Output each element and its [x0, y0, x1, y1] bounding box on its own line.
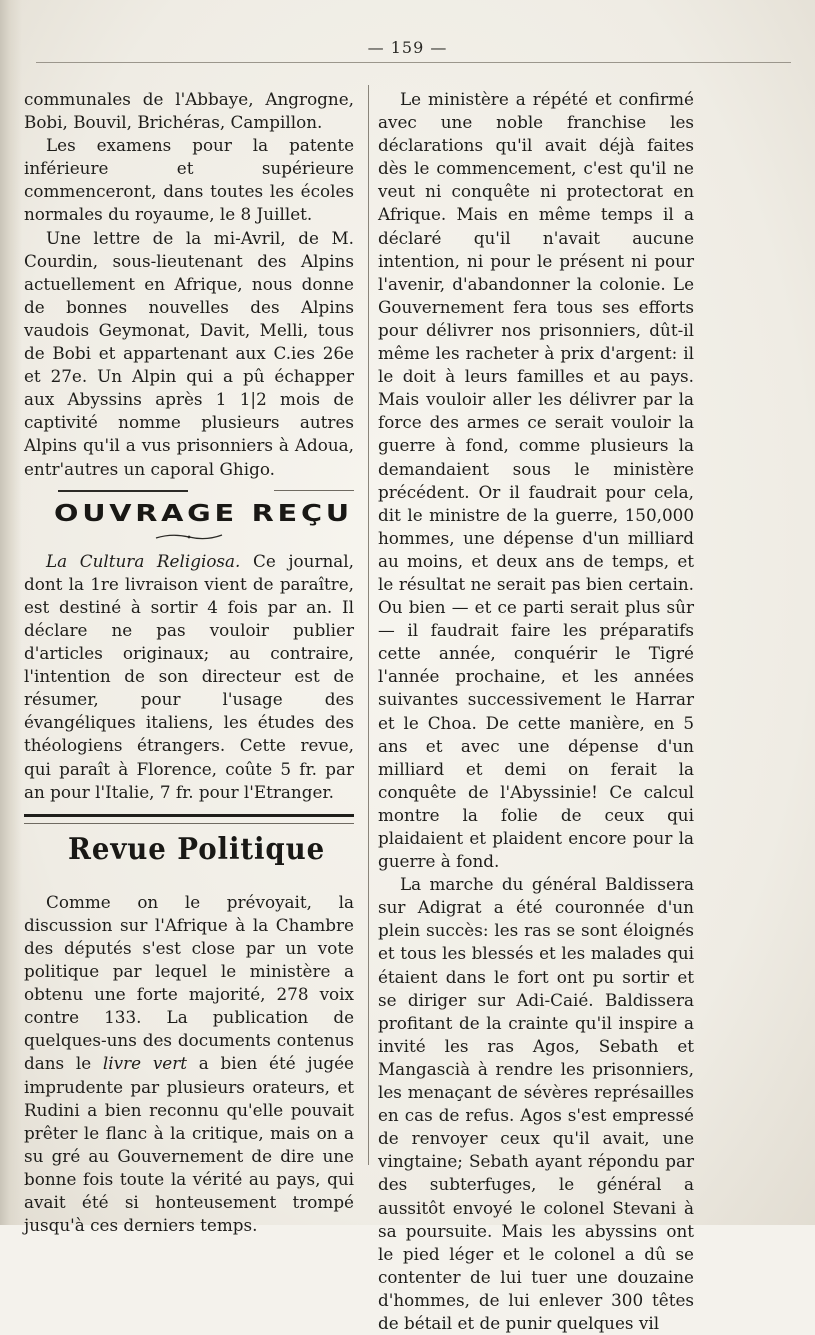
ouvrage-journal-title: La Cultura Religiosa. [46, 550, 241, 571]
revue-text-part-b: a bien été jugée imprudente par plusieurs orateurs, et Rudini a bien reconnu qu'elle pouvait prêter le flanc à la critique, mais on a su gré au Gouvernement de dire une bonne fois toute la vérité au pays, qui avait été si honteusement trompé jusqu'à ces derniers temps. [24, 1053, 354, 1236]
left-paragraph-revue [24, 891, 354, 1237]
page-number: — 159 — [367, 38, 448, 57]
left-paragraph-ouvrage [24, 550, 354, 804]
section-thick-rule [24, 814, 354, 817]
right-paragraph-baldissera: La marche du général Baldissera sur Adigrat a été couronnée d'un plein succès: les ras se sont éloignés et tous les blessés et les malades qui étaient dans le fort ont pu sortir et se diriger sur Adi-Caié. Baldissera profitant de la crainte qu'il inspire a invité les ras Agos, Sebath et Mangascià à rendre les prisonniers, les menaçant de sévères représailles en cas de refus. Agos s'est empressé de renvoyer ceux qu'il avait, une vingtaine; Sebath ayant répondu par des subterfuges, le général a aussitôt envoyé le colonel Stevani à sa poursuite. Mais les abyssins ont le pied léger et le colonel a dû se contenter de lui tuer une douzaine d'hommes, de lui enlever 300 têtes de bétail et de punir quelques vil [378, 874, 694, 1333]
swash-ornament-icon [154, 532, 224, 542]
revue-italic-livre-vert: livre vert [102, 1053, 187, 1074]
header-rule [36, 62, 791, 63]
right-paragraph-ministere: Le ministère a répété et confirmé avec une noble franchise les déclarations qu'il avait déjà faites dès le commencement, c'est qu'il ne veut ni conquête ni protectorat en Afrique. Mais en même temps il a déclaré qu'il n'avait aucune intention, ni pour le présent ni pour l'avenir, d'abandonner la colonie. Le Gouvernement fera tous ses efforts pour délivrer nos prisonniers, dût-il même les racheter à prix d'argent: il le doit à leurs familles et au pays. Mais vouloir aller les délivrer par la force des armes ce serait vouloir la guerre à fond, comme plusieurs la demandaient sous le ministère précédent. Or il faudrait pour cela, dit le ministre de la guerre, 150,000 hommes, une dépense d'un milliard au moins, et deux ans de temps, et le résultat ne serait pas bien certain. Ou bien — et ce parti serait plus sûr — il faudrait faire les préparatifs cette année, conquérir le Tigré l'année prochaine, et les années suivantes successivement le Harrar et le Choa. De cette manière, en 5 ans et avec une dépense d'un milliard et demi on ferait la conquête de l'Abyssinie! Ce calcul montre la folie de ceux qui plaidaient et plaident encore pour la guerre à fond. [378, 89, 694, 872]
left-paragraph-lettre: Une lettre de la mi-Avril, de M. Courdin, sous-lieutenant des Alpins actuellement en Afrique, nous donne de bonnes nouvelles des Alpins vaudois Geymonat, Davit, Melli, tous de Bobi et appartenant aux C.ies 26e et 27e. Un Alpin qui a pû échapper aux Abyssins après 1 1|2 mois de captivité nomme plusieurs autres Alpins qu'il a vus prisonniers à Adoua, entr'autres un caporal Ghigo. [24, 227, 354, 479]
column-divider [368, 85, 369, 1165]
right-column [378, 88, 694, 1335]
page-gutter-shadow [0, 0, 22, 1225]
revue-text-part-a: Comme on le prévoyait, la discussion sur l'Afrique à la Chambre des députés s'est close par un vote politique par lequel le ministère a obtenu une forte majorité, 278 voix contre 133. La publication de quelques-uns des documents contenus dans le [24, 891, 354, 1074]
left-column [24, 88, 354, 1237]
left-paragraph-communales: communales de l'Abbaye, Angrogne, Bobi, Bouvil, Brichéras, Campillon. [24, 89, 354, 133]
section-title-ouvrage-recu: OUVRAGE REÇU [54, 500, 353, 527]
left-paragraph-examens: Les examens pour la patente inférieure et supérieure commenceront, dans toutes les écoles normales du royaume, le 8 Juillet. [24, 135, 354, 225]
section-separator [24, 485, 354, 497]
section-title-revue-politique: Revue Politique [68, 831, 326, 867]
section-thin-rule [24, 823, 354, 824]
ouvrage-description: Ce journal, dont la 1re livraison vient de paraître, est destiné à sortir 4 fois par an. Il déclare ne pas vouloir publier d'articles originaux; au contraire, l'intention de son directeur est de résumer, pour l'usage des évangéliques italiens, les études des théologiens étrangers. Cette revue, qui paraît à Florence, coûte 5 fr. par an pour l'Italie, 7 fr. pour l'Etranger. [24, 550, 354, 802]
